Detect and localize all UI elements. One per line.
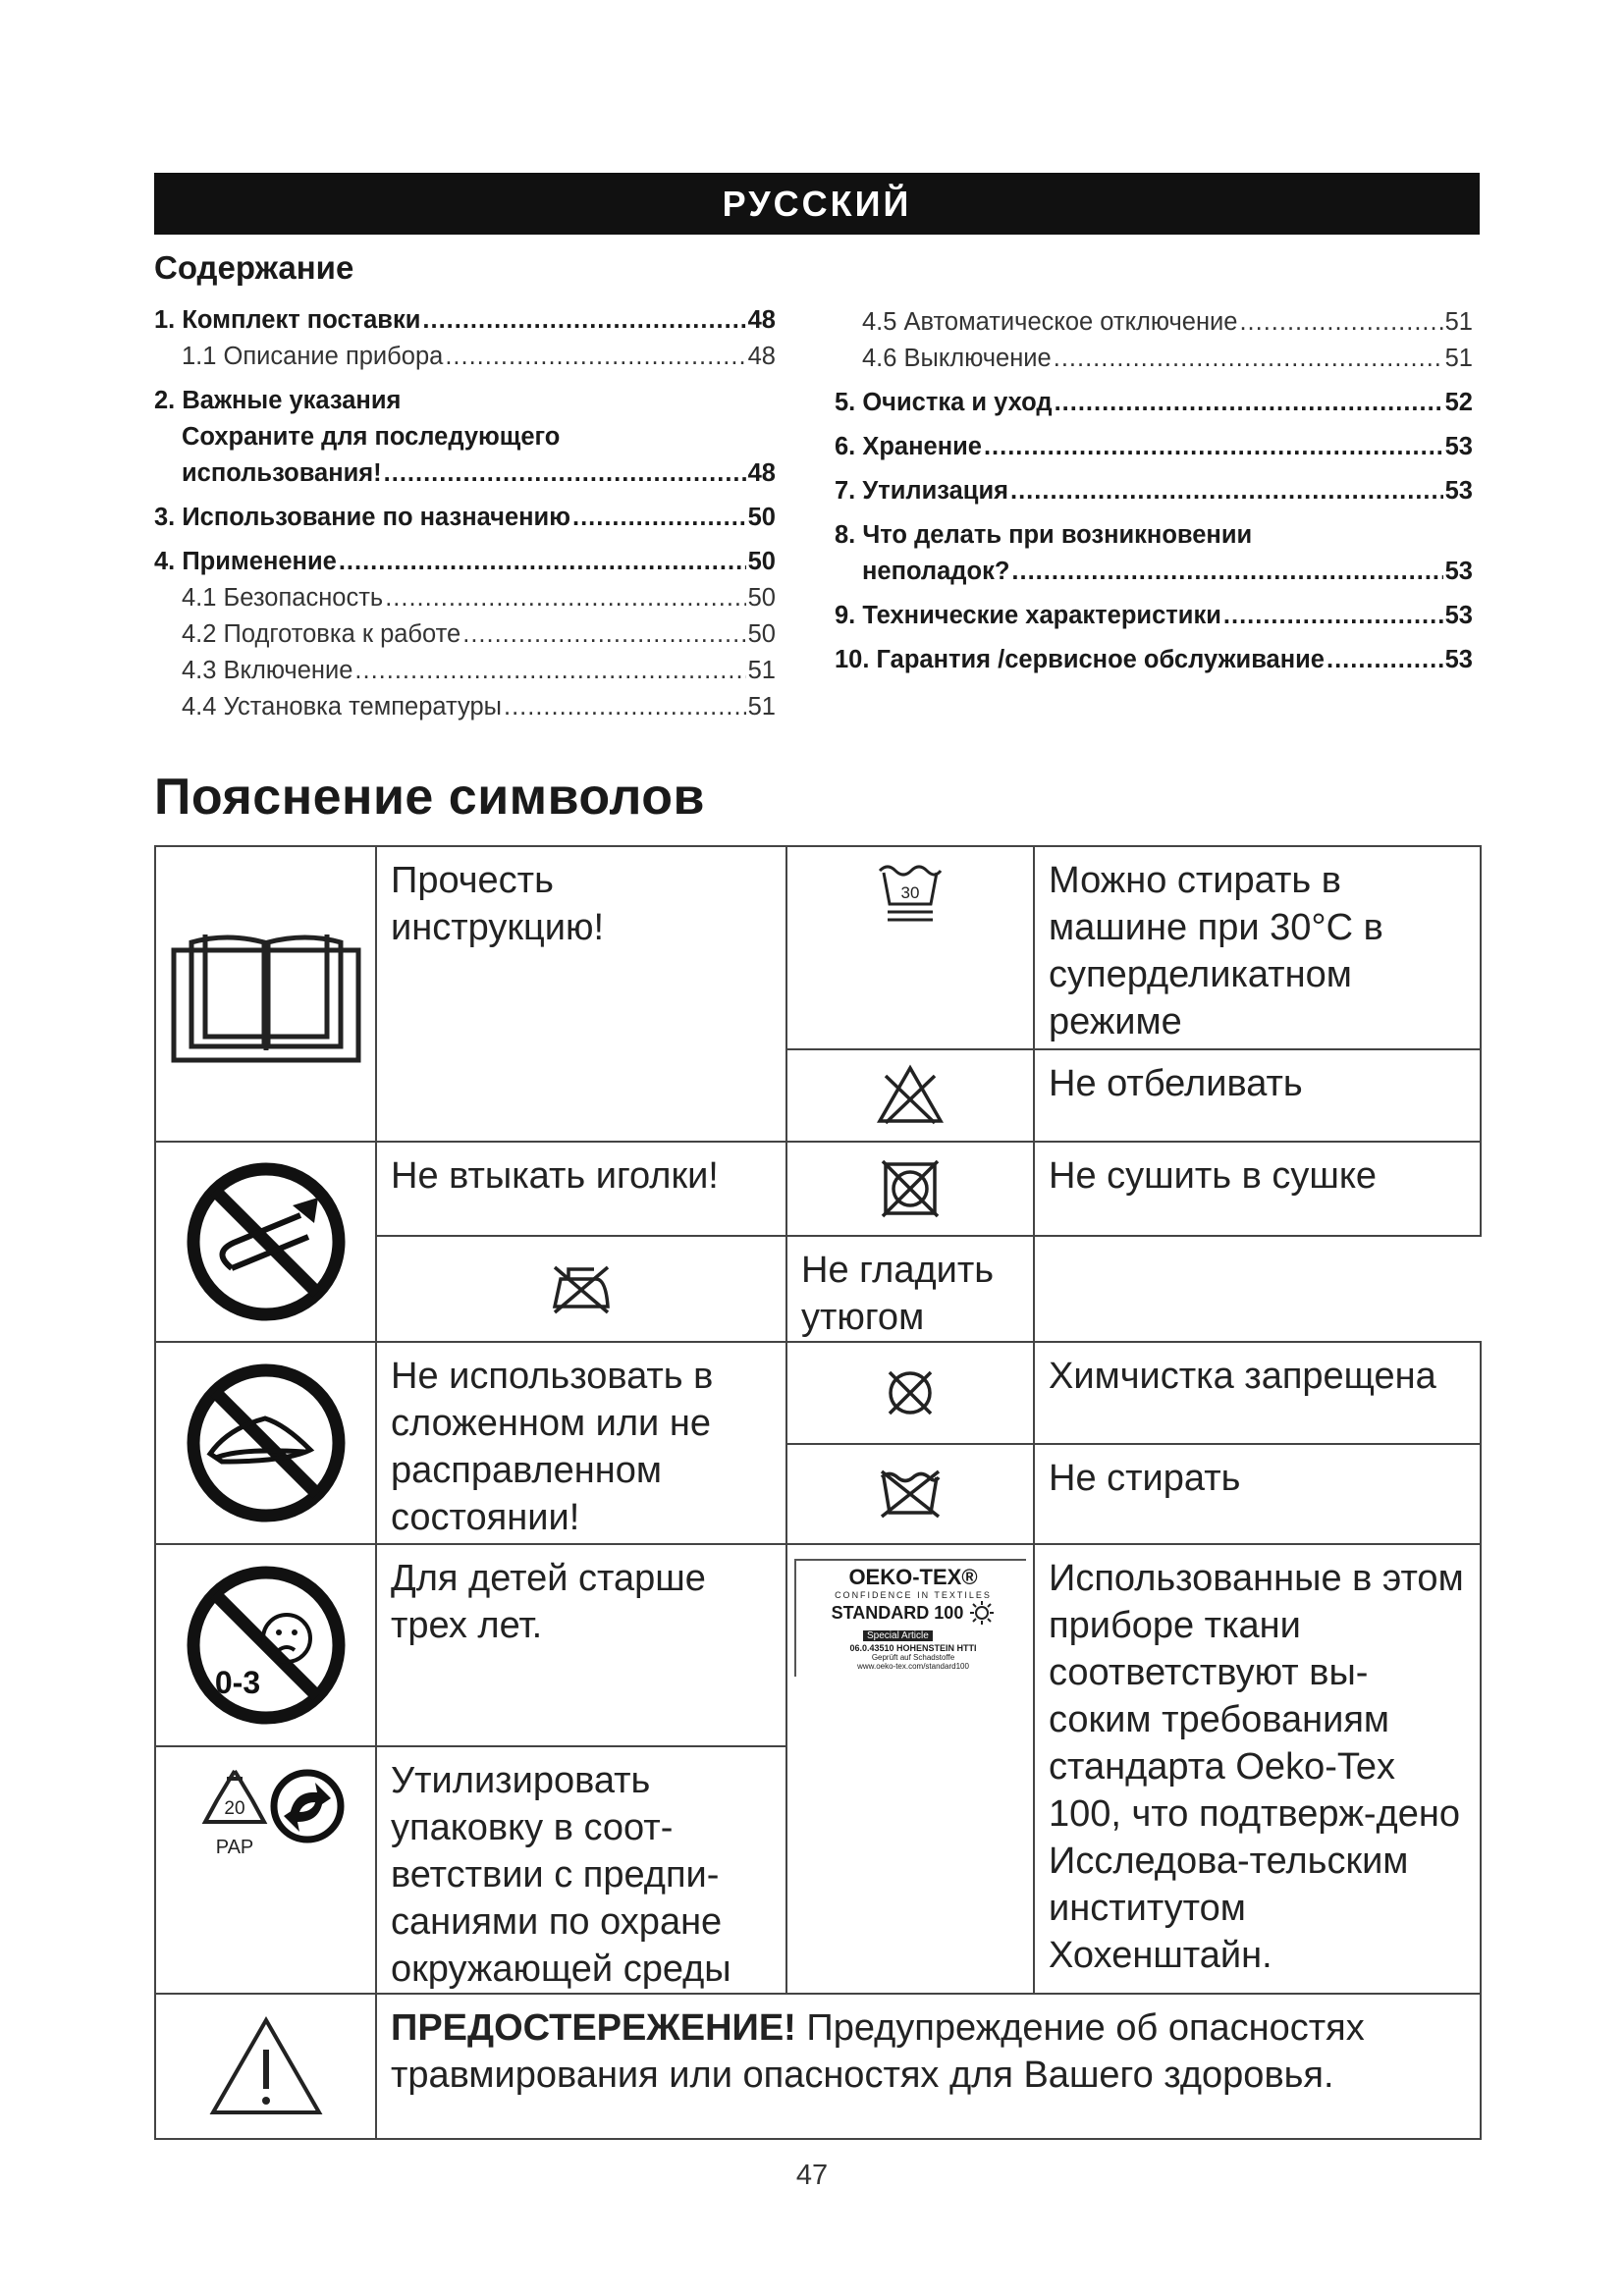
no-bleach-cell [786, 1049, 1034, 1142]
toc-entry-label: 1. Комплект поставки [154, 306, 421, 334]
toc-leader-dots [1239, 304, 1442, 341]
toc-entry-label: 4.3 Включение [182, 657, 353, 684]
no-tumble-dry-cell [786, 1142, 1034, 1236]
toc-leader-dots [384, 455, 746, 492]
oeko-line-4: Special Article [863, 1630, 933, 1641]
toc-entry [154, 383, 776, 419]
toc-entry [154, 419, 776, 455]
oeko-tex-text: Использованные в этом приборе ткани соответствуют вы-соким требованиям стандарта Oeko-Tex 100, что подтверж-дено Исследова-тельским институтом Хохенштайн. [1034, 1544, 1481, 1994]
no-folded-text: Не использовать в сложенном или не расправленном состоянии! [376, 1342, 786, 1544]
no-dry-clean-text: Химчистка запрещена [1034, 1342, 1481, 1444]
toc-entry-page: 51 [747, 693, 776, 721]
toc-entry-label: 9. Технические характеристики [835, 602, 1221, 629]
warning-label: ПРЕДОСТЕРЕЖЕНИЕ! [391, 2007, 796, 2049]
toc-entry [835, 429, 1473, 465]
toc-entry-page: 51 [1444, 308, 1473, 336]
toc-entry-page: 51 [1444, 345, 1473, 372]
no-tumble-dry-text: Не сушить в сушке [1034, 1142, 1481, 1236]
toc-gap [835, 377, 1473, 385]
toc-entry [154, 616, 776, 653]
no-dry-clean-cell [786, 1342, 1034, 1444]
oeko-standard-label: STANDARD 100 [831, 1602, 964, 1623]
age-badge-text: 0-3 [214, 1665, 260, 1700]
toc-entry-label: 3. Использование по назначению [154, 504, 570, 531]
toc-entry-page: 48 [747, 306, 776, 334]
toc-entry-page: 48 [747, 459, 776, 487]
toc-entry [835, 473, 1473, 509]
oeko-line-5: 06.0.43510 HOHENSTEIN HTTI [849, 1643, 977, 1653]
wash-30-tub-label: 30 [900, 883, 920, 902]
toc-entry-label: 1.1 Описание прибора [182, 343, 444, 370]
wash-30-text: Можно стирать в машине при 30°С в суперделикатном режиме [1034, 846, 1481, 1049]
no-iron-text: Не гладить утюгом [786, 1236, 1034, 1342]
warning-triangle-icon [207, 2014, 325, 2118]
toc-entry [154, 339, 776, 375]
toc-entry-label: неполадок? [862, 558, 1010, 585]
toc-leader-dots [572, 500, 746, 536]
recycle-icon [188, 1763, 345, 1871]
oeko-line-3 [804, 1600, 1022, 1626]
toc-left-column [154, 302, 776, 725]
no-folded-icon [183, 1360, 350, 1526]
toc-entry-label: 4.1 Безопасность [182, 584, 384, 612]
toc-gap [154, 492, 776, 500]
toc-entry-label: 4.5 Автоматическое отключение [862, 308, 1238, 336]
toc-entry-page: 53 [1444, 558, 1473, 585]
toc-entry-label: 4.6 Выключение [862, 345, 1052, 372]
toc-gap [835, 509, 1473, 517]
language-banner: РУССКИЙ [154, 173, 1480, 235]
wash-30-cell [786, 846, 1034, 1049]
toc-entry-label: 2. Важные указания [154, 387, 402, 414]
age-3-text: Для детей старше трех лет. [376, 1544, 786, 1746]
toc-entry-page: 51 [747, 657, 776, 684]
toc-entry [835, 642, 1473, 678]
no-tumble-dry-icon [880, 1158, 941, 1219]
toc-entry-page: 50 [747, 548, 776, 575]
toc-entry [835, 304, 1473, 341]
toc-entry-label: Сохраните для последующего [182, 423, 561, 451]
toc-entry-label: 4.2 Подготовка к работе [182, 620, 461, 648]
toc-entry-label: 10. Гарантия /сервисное обслуживание [835, 646, 1325, 673]
toc-entry [835, 554, 1473, 590]
toc-leader-dots [1011, 554, 1442, 590]
toc-leader-dots [339, 544, 746, 580]
toc-entry-label: 4. Применение [154, 548, 337, 575]
no-wash-cell [786, 1444, 1034, 1544]
recycle-label: PAP [215, 1837, 253, 1858]
toc-leader-dots [445, 339, 745, 375]
warning-text-cell [376, 1994, 1481, 2139]
toc-entry-page: 50 [747, 620, 776, 648]
recycle-cell [155, 1746, 376, 1994]
toc-entry-label: 5. Очистка и уход [835, 389, 1053, 416]
toc-gap [835, 421, 1473, 429]
toc-entry [154, 689, 776, 725]
no-wash-icon [878, 1468, 943, 1521]
oeko-line-1: OEKO-TEX® [848, 1565, 978, 1589]
toc-leader-dots [462, 616, 745, 653]
toc-entry [154, 302, 776, 339]
age-3-cell [155, 1544, 376, 1746]
toc-entry-page: 53 [1444, 646, 1473, 673]
toc-entry-page: 53 [1444, 433, 1473, 460]
no-iron-icon [549, 1261, 614, 1316]
toc-entry [835, 385, 1473, 421]
toc-leader-dots [984, 429, 1443, 465]
toc-leader-dots [354, 653, 745, 689]
symbols-title: Пояснение символов [154, 769, 705, 826]
oeko-sun-icon [969, 1600, 995, 1626]
toc-entry-label: 4.4 Установка температуры [182, 693, 502, 721]
toc-entry-page: 52 [1444, 389, 1473, 416]
warning-text: Предупреждение об опасностях травмирования или опасностях для Вашего здоровья. [391, 2007, 1365, 2096]
toc-entry [154, 653, 776, 689]
page-number: 47 [795, 2160, 829, 2191]
toc-entry-page: 48 [747, 343, 776, 370]
no-dry-clean-icon [884, 1366, 937, 1419]
toc-entry [154, 455, 776, 492]
toc-leader-dots [422, 302, 745, 339]
oeko-line-6: Geprüft auf Schadstoffe [871, 1653, 955, 1662]
toc-gap [835, 634, 1473, 642]
symbols-table [154, 845, 1482, 2140]
toc-entry [835, 598, 1473, 634]
toc-leader-dots [1055, 385, 1443, 421]
recycle-text: Утилизировать упаковку в соот-ветствии с предпи-саниями по охране окружающей среды [376, 1746, 786, 1994]
oeko-tex-cell [786, 1544, 1034, 1994]
toc-entry [835, 517, 1473, 554]
toc-gap [835, 465, 1473, 473]
toc-leader-dots [1054, 341, 1443, 377]
toc-entry-page: 53 [1444, 602, 1473, 629]
warning-cell [155, 1994, 376, 2139]
toc-title: Содержание [154, 249, 354, 286]
oeko-line-2: CONFIDENCE IN TEXTILES [835, 1590, 992, 1600]
no-folded-cell [155, 1342, 376, 1544]
toc-entry-label: использования! [182, 459, 382, 487]
toc-gap [154, 536, 776, 544]
toc-entry [154, 500, 776, 536]
toc-entry [154, 544, 776, 580]
toc-leader-dots [1326, 642, 1443, 678]
no-bleach-icon [876, 1064, 945, 1127]
toc-leader-dots [385, 580, 745, 616]
no-pins-icon [183, 1158, 350, 1325]
no-pins-cell [155, 1142, 376, 1342]
oeko-line-7: www.oeko-tex.com/standard100 [857, 1662, 969, 1671]
toc-gap [835, 590, 1473, 598]
no-iron-cell [376, 1236, 786, 1342]
toc-right-column [835, 304, 1473, 678]
read-instructions-cell [155, 846, 376, 1142]
book-icon [168, 921, 364, 1068]
toc-leader-dots [504, 689, 746, 725]
oeko-tex-logo [794, 1559, 1026, 1677]
toc-entry [154, 580, 776, 616]
toc-entry [835, 341, 1473, 377]
toc-entry-label: 6. Хранение [835, 433, 982, 460]
toc-entry-page: 50 [747, 504, 776, 531]
wash-30-icon [876, 861, 945, 930]
toc-entry-label: 7. Утилизация [835, 477, 1009, 505]
no-pins-text: Не втыкать иголки! [376, 1142, 786, 1236]
no-bleach-text: Не отбеливать [1034, 1049, 1481, 1142]
recycle-number: 20 [223, 1798, 245, 1819]
age-restriction-icon [183, 1562, 350, 1729]
toc-gap [154, 375, 776, 383]
read-instructions-text: Прочесть инструкцию! [376, 846, 786, 1142]
toc-leader-dots [1010, 473, 1443, 509]
toc-entry-label: 8. Что делать при возникновении [835, 521, 1253, 549]
no-wash-text: Не стирать [1034, 1444, 1481, 1544]
toc-leader-dots [1223, 598, 1443, 634]
toc-entry-page: 53 [1444, 477, 1473, 505]
toc-entry-page: 50 [747, 584, 776, 612]
